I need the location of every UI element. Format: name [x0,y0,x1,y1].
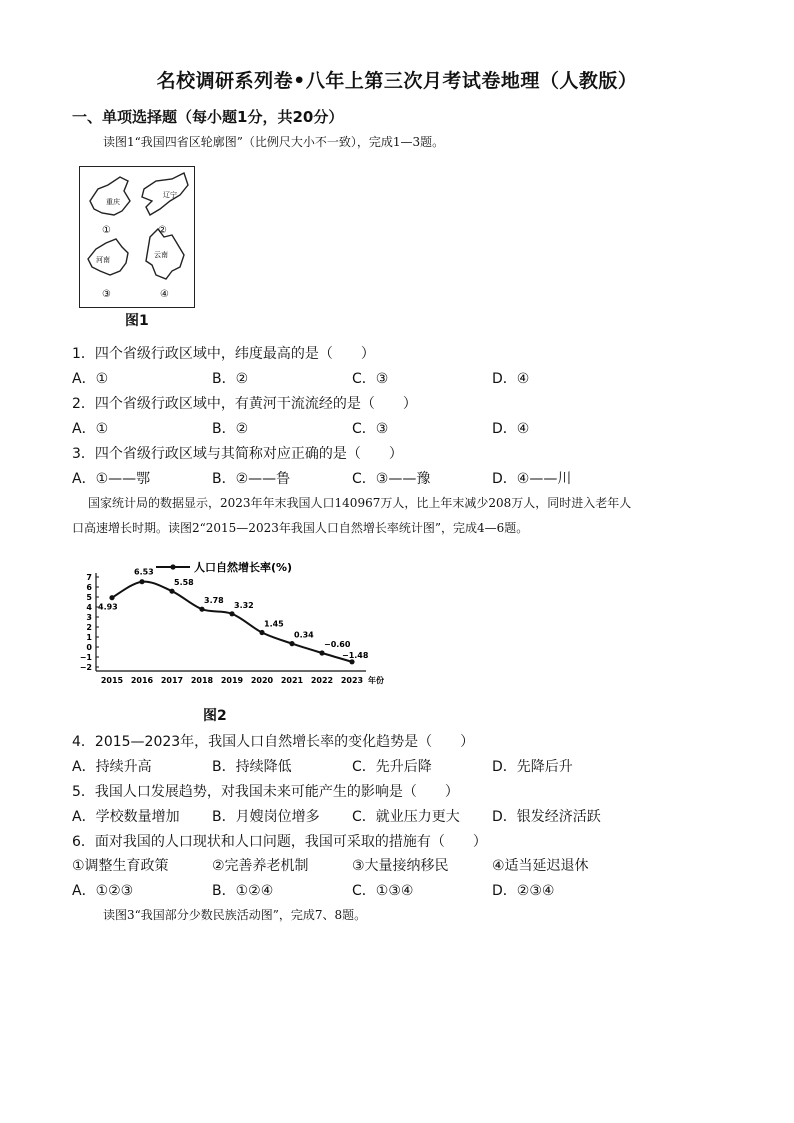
province-number-2: ② [158,225,167,236]
data-label: −1.48 [342,650,369,660]
q6-item-2: ②完善养老机制 [212,858,309,874]
province-label-2: 辽宁 [163,191,177,199]
data-label: 0.34 [294,630,314,640]
q6-option-d: D．②③④ [492,883,555,899]
data-point [259,630,264,635]
data-point [109,595,114,600]
chart-axes [96,573,366,671]
figure-2-caption: 图2 [203,708,227,724]
question-1-stem: 1．四个省级行政区域中，纬度最高的是（ ） [72,346,375,362]
question-3-stem: 3．四个省级行政区域与其简称对应正确的是（ ） [72,446,403,462]
q3-option-b: B．②——鲁 [212,471,291,487]
q6-option-b: B．①②④ [212,883,274,899]
q3-option-c: C．③——豫 [352,471,431,487]
province-number-1: ① [102,225,111,236]
q4-option-a: A．持续升高 [72,759,152,775]
x-axis-label: 年份 [368,676,384,685]
q2-option-d: D．④ [492,421,530,437]
x-tick-label: 2019 [220,676,244,685]
province-label-1: 重庆 [106,198,120,206]
question-2-stem: 2．四个省级行政区域中，有黄河干流流经的是（ ） [72,396,417,412]
y-tick-label: 5 [86,593,92,602]
q6-option-a: A．①②③ [72,883,134,899]
province-number-4: ④ [160,289,169,300]
series-line [112,582,352,662]
y-tick-label: −2 [79,663,92,672]
q5-option-b: B．月嫂岗位增多 [212,809,320,825]
x-tick-label: 2017 [160,676,184,685]
data-label: 1.45 [264,619,284,629]
data-label: −0.60 [324,640,351,649]
q6-item-3: ③大量接纳移民 [352,858,449,874]
legend-marker [170,564,175,569]
province-number-3: ③ [102,289,111,300]
intro-text-1: 读图1“我国四省区轮廓图”（比例尺大小不一致），完成1—3题。 [103,135,445,149]
data-label: 3.78 [204,596,224,606]
x-tick-label: 2016 [130,676,154,685]
intro-text-2-line-2: 口高速增长时期。读图2“2015—2023年我国人口自然增长率统计图”，完成4—6题。 [72,521,529,535]
chart-line-group [112,582,352,662]
data-point [229,611,234,616]
q4-option-c: C．先升后降 [352,759,432,775]
data-label: 3.32 [234,600,254,610]
q5-option-c: C．就业压力更大 [352,809,460,825]
q6-item-1: ①调整生育政策 [72,858,169,874]
page-title: 名校调研系列卷•八年上第三次月考试卷地理（人教版） [156,70,638,92]
x-tick-label: 2021 [280,676,304,685]
question-4-stem: 4．2015—2023年，我国人口自然增长率的变化趋势是（ ） [72,734,475,750]
y-tick-label: 1 [86,633,92,642]
intro-text-2-line-1: 国家统计局的数据显示，2023年年末我国人口140967万人，比上年末减少208万人，同时进入老年人 [88,496,632,510]
province-outline-svg [80,167,194,307]
legend-label: 人口自然增长率(%) [194,561,293,574]
y-tick-label: 2 [86,623,92,632]
data-label: 4.93 [98,602,118,612]
y-tick-label: 6 [86,583,92,592]
x-tick-label: 2020 [250,676,274,685]
q1-option-c: C．③ [352,371,389,387]
figure-1-caption: 图1 [125,313,149,329]
q1-option-a: A．① [72,371,109,387]
data-point [319,650,324,655]
q4-option-b: B．持续降低 [212,759,292,775]
question-5-stem: 5．我国人口发展趋势，对我国未来可能产生的影响是（ ） [72,784,459,800]
data-point [349,659,354,664]
q2-option-c: C．③ [352,421,389,437]
q5-option-d: D．银发经济活跃 [492,809,601,825]
province-label-3: 河南 [96,256,110,264]
data-label: 5.58 [174,578,194,588]
data-point [199,607,204,612]
section-heading: 一、单项选择题（每小题1分，共20分） [72,108,344,126]
x-tick-label: 2022 [310,676,334,685]
population-growth-chart [60,555,400,700]
q1-option-d: D．④ [492,371,530,387]
question-6-stem: 6．面对我国的人口现状和人口问题，我国可采取的措施有（ ） [72,834,487,850]
data-point [139,579,144,584]
province-outline-map [79,166,195,308]
province-label-4: 云南 [154,251,168,259]
q3-option-a: A．①——鄂 [72,471,151,487]
data-label: 6.53 [134,567,154,577]
y-tick-label: 7 [86,573,92,582]
intro-text-3: 读图3“我国部分少数民族活动图”，完成7、8题。 [103,908,367,922]
y-tick-label: 3 [86,613,92,622]
q4-option-d: D．先降后升 [492,759,573,775]
y-tick-label: −1 [79,653,92,662]
y-tick-label: 0 [86,643,92,652]
q3-option-d: D．④——川 [492,471,572,487]
q5-option-a: A．学校数量增加 [72,809,180,825]
q1-option-b: B．② [212,371,249,387]
q2-option-b: B．② [212,421,249,437]
q6-option-c: C．①③④ [352,883,414,899]
x-tick-label: 2018 [190,676,214,685]
y-tick-label: 4 [86,603,92,612]
x-tick-label: 2015 [100,676,124,685]
chart-legend [156,560,292,574]
chongqing-outline [90,177,130,215]
q2-option-a: A．① [72,421,109,437]
q6-item-4: ④适当延迟退休 [492,858,589,874]
data-point [289,641,294,646]
data-point [169,589,174,594]
x-tick-label: 2023 [340,676,364,685]
